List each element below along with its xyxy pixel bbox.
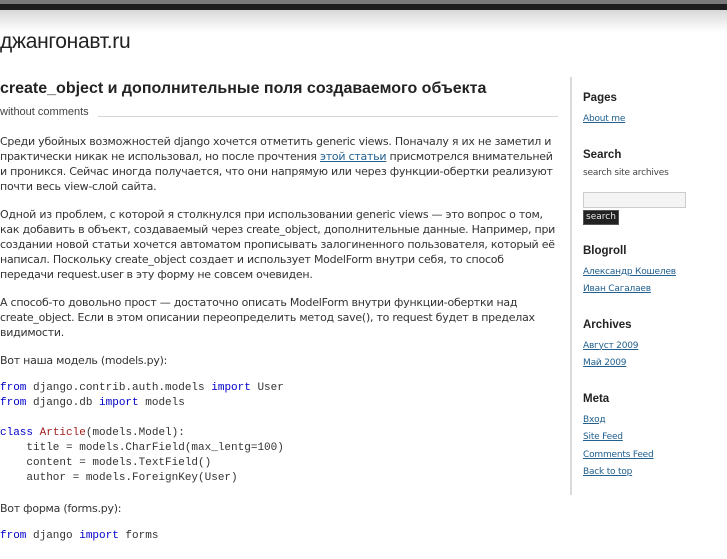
code-keyword: import [211, 382, 251, 394]
comments-feed-link[interactable]: Comments Feed [583, 449, 654, 460]
search-button[interactable]: search [583, 210, 619, 225]
code-block-forms [0, 529, 560, 544]
code-keyword: class [0, 427, 34, 439]
paragraph-1-text-b: присмотрелся внимательней и проникся. Сейчас иногда получается, что они напрямую или через функции-обертки реализуют почти весь view-слой сайта. [0, 150, 553, 193]
widget-title: Meta [583, 392, 610, 405]
article-link[interactable]: этой статьи [319, 150, 387, 163]
post-body [0, 134, 560, 544]
widget-archives [583, 319, 723, 373]
post-title[interactable]: create_object и дополнительные поля создаваемого объекта [0, 80, 487, 97]
comments-count: without comments [0, 106, 89, 118]
code-text: forms [118, 530, 159, 542]
back-to-top-link[interactable]: Back to top [583, 467, 633, 477]
archive-link[interactable]: Август 2009 [583, 340, 639, 351]
code-text: django.db [26, 397, 100, 409]
post-meta [0, 106, 560, 122]
widget-search [583, 149, 723, 225]
code-line: content = models.TextField() [0, 457, 212, 469]
code-keyword: from [0, 530, 27, 542]
code-text: django [26, 530, 80, 542]
link-about-me[interactable]: About me [583, 114, 626, 124]
code-line: author = models.ForeignKey(User) [0, 472, 238, 484]
code-block-models [0, 381, 560, 486]
archive-link[interactable]: Май 2009 [583, 358, 627, 368]
code-text: User [250, 382, 284, 394]
widget-title: Pages [583, 92, 617, 104]
blogroll-link[interactable]: Иван Сагалаев [583, 284, 651, 294]
site-feed-link[interactable]: Site Feed [583, 432, 623, 442]
paragraph-4: Вот наша модель (models.py): [0, 354, 168, 367]
search-description: search site archives [583, 167, 669, 178]
widget-meta [583, 393, 723, 482]
widget-pages [583, 92, 723, 129]
paragraph-2: Одной из проблем, с которой я столкнулся при использовании generic views — это вопрос о том, как добавить в объект, создаваемый через create_object, дополнительные данные. Например, при создании новой статьи хочется автоматом прописывать залогиненного пользователя, который её написал. Поскольку create_object создает и использует ModelForm внутри себя, то способ передачи request.user в эту форму не совсем очевиден. [0, 208, 556, 281]
code-keyword: import [99, 397, 139, 409]
login-link[interactable]: Вход [583, 414, 606, 425]
site-title-link[interactable]: джангонавт.ru [0, 30, 131, 53]
widget-title: Archives [583, 318, 632, 331]
top-bar-gradient [0, 10, 727, 32]
code-class-name: Article [39, 427, 86, 439]
widget-title: Blogroll [583, 244, 627, 257]
paragraph-3: А способ-то довольно прост — достаточно описать ModelForm внутри функции-обертки над create_object. Если в этом описании переопределить метод save(), то request будет в пределах видимости. [0, 296, 535, 339]
main-content [0, 80, 560, 559]
code-keyword: from [0, 382, 27, 394]
widget-blogroll [583, 245, 723, 299]
code-text: (models.Model): [85, 427, 185, 439]
code-text: django.contrib.auth.models [26, 382, 212, 394]
meta-divider [98, 116, 558, 117]
blogroll-link[interactable]: Александр Кошелев [583, 266, 676, 277]
widget-title: Search [583, 148, 622, 161]
code-line: title = models.CharField(max_lentg=100) [0, 442, 284, 454]
code-keyword: from [0, 397, 27, 409]
sidebar-divider [570, 77, 572, 495]
code-text: models [138, 397, 185, 409]
paragraph-1-text-a: Среди убойных возможностей django хочется отметить generic views. Поначалу я их не заметил и практически никак не использовал, но после прочтения [0, 135, 552, 163]
paragraph-5: Вот форма (forms.py): [0, 502, 122, 515]
sidebar [583, 92, 723, 502]
code-keyword: import [79, 530, 119, 542]
search-input[interactable] [583, 192, 686, 208]
paragraph-1 [0, 134, 560, 194]
